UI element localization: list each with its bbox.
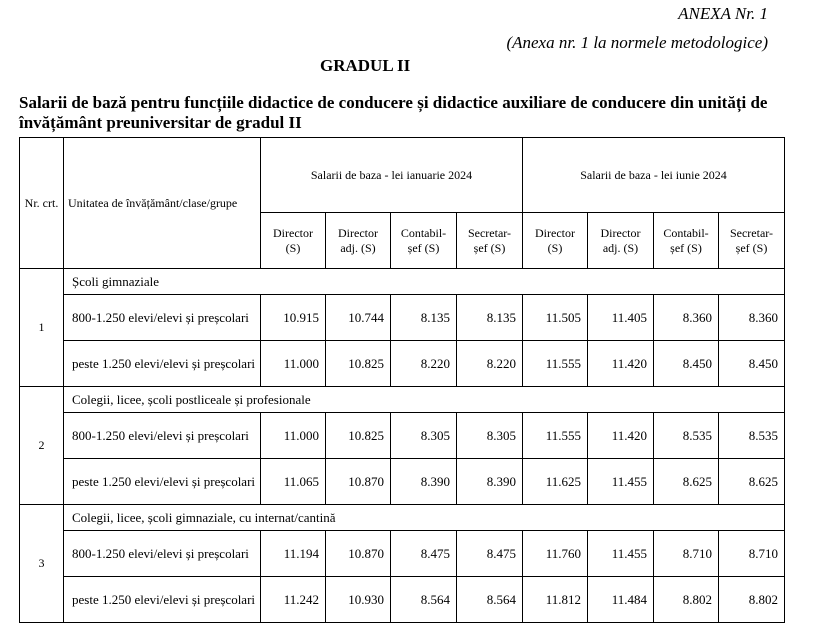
row-number: 2 bbox=[20, 387, 64, 505]
salary-cell: 8.564 bbox=[457, 577, 523, 623]
annex-subtitle: (Anexa nr. 1 la normele metodologice) bbox=[506, 33, 768, 52]
salary-cell: 11.194 bbox=[261, 531, 326, 577]
salary-cell: 8.625 bbox=[654, 459, 719, 505]
salary-cell: 8.360 bbox=[719, 295, 785, 341]
table-row bbox=[20, 531, 785, 577]
salary-cell: 11.455 bbox=[588, 531, 654, 577]
nr-header: Nr. crt. bbox=[20, 138, 64, 269]
column-header: Contabil-șef (S) bbox=[391, 213, 457, 269]
salary-cell: 11.812 bbox=[523, 577, 588, 623]
salary-cell: 10.930 bbox=[326, 577, 391, 623]
row-label: 800-1.250 elevi/elevi și preșcolari bbox=[64, 295, 261, 341]
salary-cell: 11.065 bbox=[261, 459, 326, 505]
salary-cell: 8.220 bbox=[457, 341, 523, 387]
salary-cell: 10.825 bbox=[326, 413, 391, 459]
salary-cell: 10.915 bbox=[261, 295, 326, 341]
salary-cell: 8.135 bbox=[391, 295, 457, 341]
salary-cell: 11.555 bbox=[523, 341, 588, 387]
table-row bbox=[20, 413, 785, 459]
row-label: 800-1.250 elevi/elevi și preșcolari bbox=[64, 531, 261, 577]
salary-cell: 11.505 bbox=[523, 295, 588, 341]
salary-cell: 8.625 bbox=[719, 459, 785, 505]
column-header: Secretar-șef (S) bbox=[719, 213, 785, 269]
row-label: peste 1.250 elevi/elevi și preșcolari bbox=[64, 459, 261, 505]
salary-cell: 8.450 bbox=[654, 341, 719, 387]
salary-cell: 8.450 bbox=[719, 341, 785, 387]
salary-cell: 11.242 bbox=[261, 577, 326, 623]
column-header: Secretar-șef (S) bbox=[457, 213, 523, 269]
table-row bbox=[20, 459, 785, 505]
category-heading: Colegii, licee, școli gimnaziale, cu internat/cantină bbox=[64, 505, 785, 531]
salary-cell: 8.475 bbox=[457, 531, 523, 577]
table-row bbox=[20, 577, 785, 623]
row-number: 1 bbox=[20, 269, 64, 387]
annex-number: ANEXA Nr. 1 bbox=[678, 4, 768, 23]
salary-cell: 8.802 bbox=[719, 577, 785, 623]
row-label: peste 1.250 elevi/elevi și preșcolari bbox=[64, 341, 261, 387]
salary-cell: 8.710 bbox=[654, 531, 719, 577]
group-header-january: Salarii de baza - lei ianuarie 2024 bbox=[261, 138, 523, 213]
category-heading: Școli gimnaziale bbox=[64, 269, 785, 295]
salary-cell: 8.710 bbox=[719, 531, 785, 577]
salary-cell: 11.625 bbox=[523, 459, 588, 505]
salary-cell: 8.564 bbox=[391, 577, 457, 623]
salary-cell: 10.870 bbox=[326, 459, 391, 505]
column-header: Contabil-șef (S) bbox=[654, 213, 719, 269]
column-header: Director adj. (S) bbox=[588, 213, 654, 269]
salary-cell: 10.744 bbox=[326, 295, 391, 341]
group-header-june: Salarii de baza - lei iunie 2024 bbox=[523, 138, 785, 213]
row-label: 800-1.250 elevi/elevi și preșcolari bbox=[64, 413, 261, 459]
salary-cell: 8.305 bbox=[457, 413, 523, 459]
salary-cell: 8.390 bbox=[457, 459, 523, 505]
column-header: Director (S) bbox=[523, 213, 588, 269]
category-heading: Colegii, licee, școli postliceale și profesionale bbox=[64, 387, 785, 413]
page-title: Salarii de bază pentru funcțiile didactice de conducere și didactice auxiliare de conducere din unități de învățământ preuniversitar de gradul II bbox=[19, 93, 768, 132]
table-row bbox=[20, 341, 785, 387]
salary-cell: 10.870 bbox=[326, 531, 391, 577]
salary-cell: 10.825 bbox=[326, 341, 391, 387]
column-header: Director (S) bbox=[261, 213, 326, 269]
row-number: 3 bbox=[20, 505, 64, 623]
row-label: peste 1.250 elevi/elevi și preșcolari bbox=[64, 577, 261, 623]
salary-cell: 8.135 bbox=[457, 295, 523, 341]
salary-cell: 11.455 bbox=[588, 459, 654, 505]
salary-cell: 11.000 bbox=[261, 413, 326, 459]
salary-cell: 8.390 bbox=[391, 459, 457, 505]
salary-cell: 8.305 bbox=[391, 413, 457, 459]
column-header: Director adj. (S) bbox=[326, 213, 391, 269]
salary-cell: 8.535 bbox=[654, 413, 719, 459]
table-row bbox=[20, 295, 785, 341]
salary-cell: 8.802 bbox=[654, 577, 719, 623]
salary-cell: 11.484 bbox=[588, 577, 654, 623]
salary-cell: 8.475 bbox=[391, 531, 457, 577]
grade-heading: GRADUL II bbox=[320, 56, 411, 75]
salary-table bbox=[19, 137, 785, 623]
salary-cell: 11.555 bbox=[523, 413, 588, 459]
salary-cell: 11.405 bbox=[588, 295, 654, 341]
salary-cell: 11.420 bbox=[588, 341, 654, 387]
salary-cell: 11.000 bbox=[261, 341, 326, 387]
salary-cell: 11.760 bbox=[523, 531, 588, 577]
salary-cell: 8.220 bbox=[391, 341, 457, 387]
salary-cell: 8.535 bbox=[719, 413, 785, 459]
salary-cell: 11.420 bbox=[588, 413, 654, 459]
salary-cell: 8.360 bbox=[654, 295, 719, 341]
unit-header: Unitatea de învățământ/clase/grupe bbox=[64, 138, 261, 269]
